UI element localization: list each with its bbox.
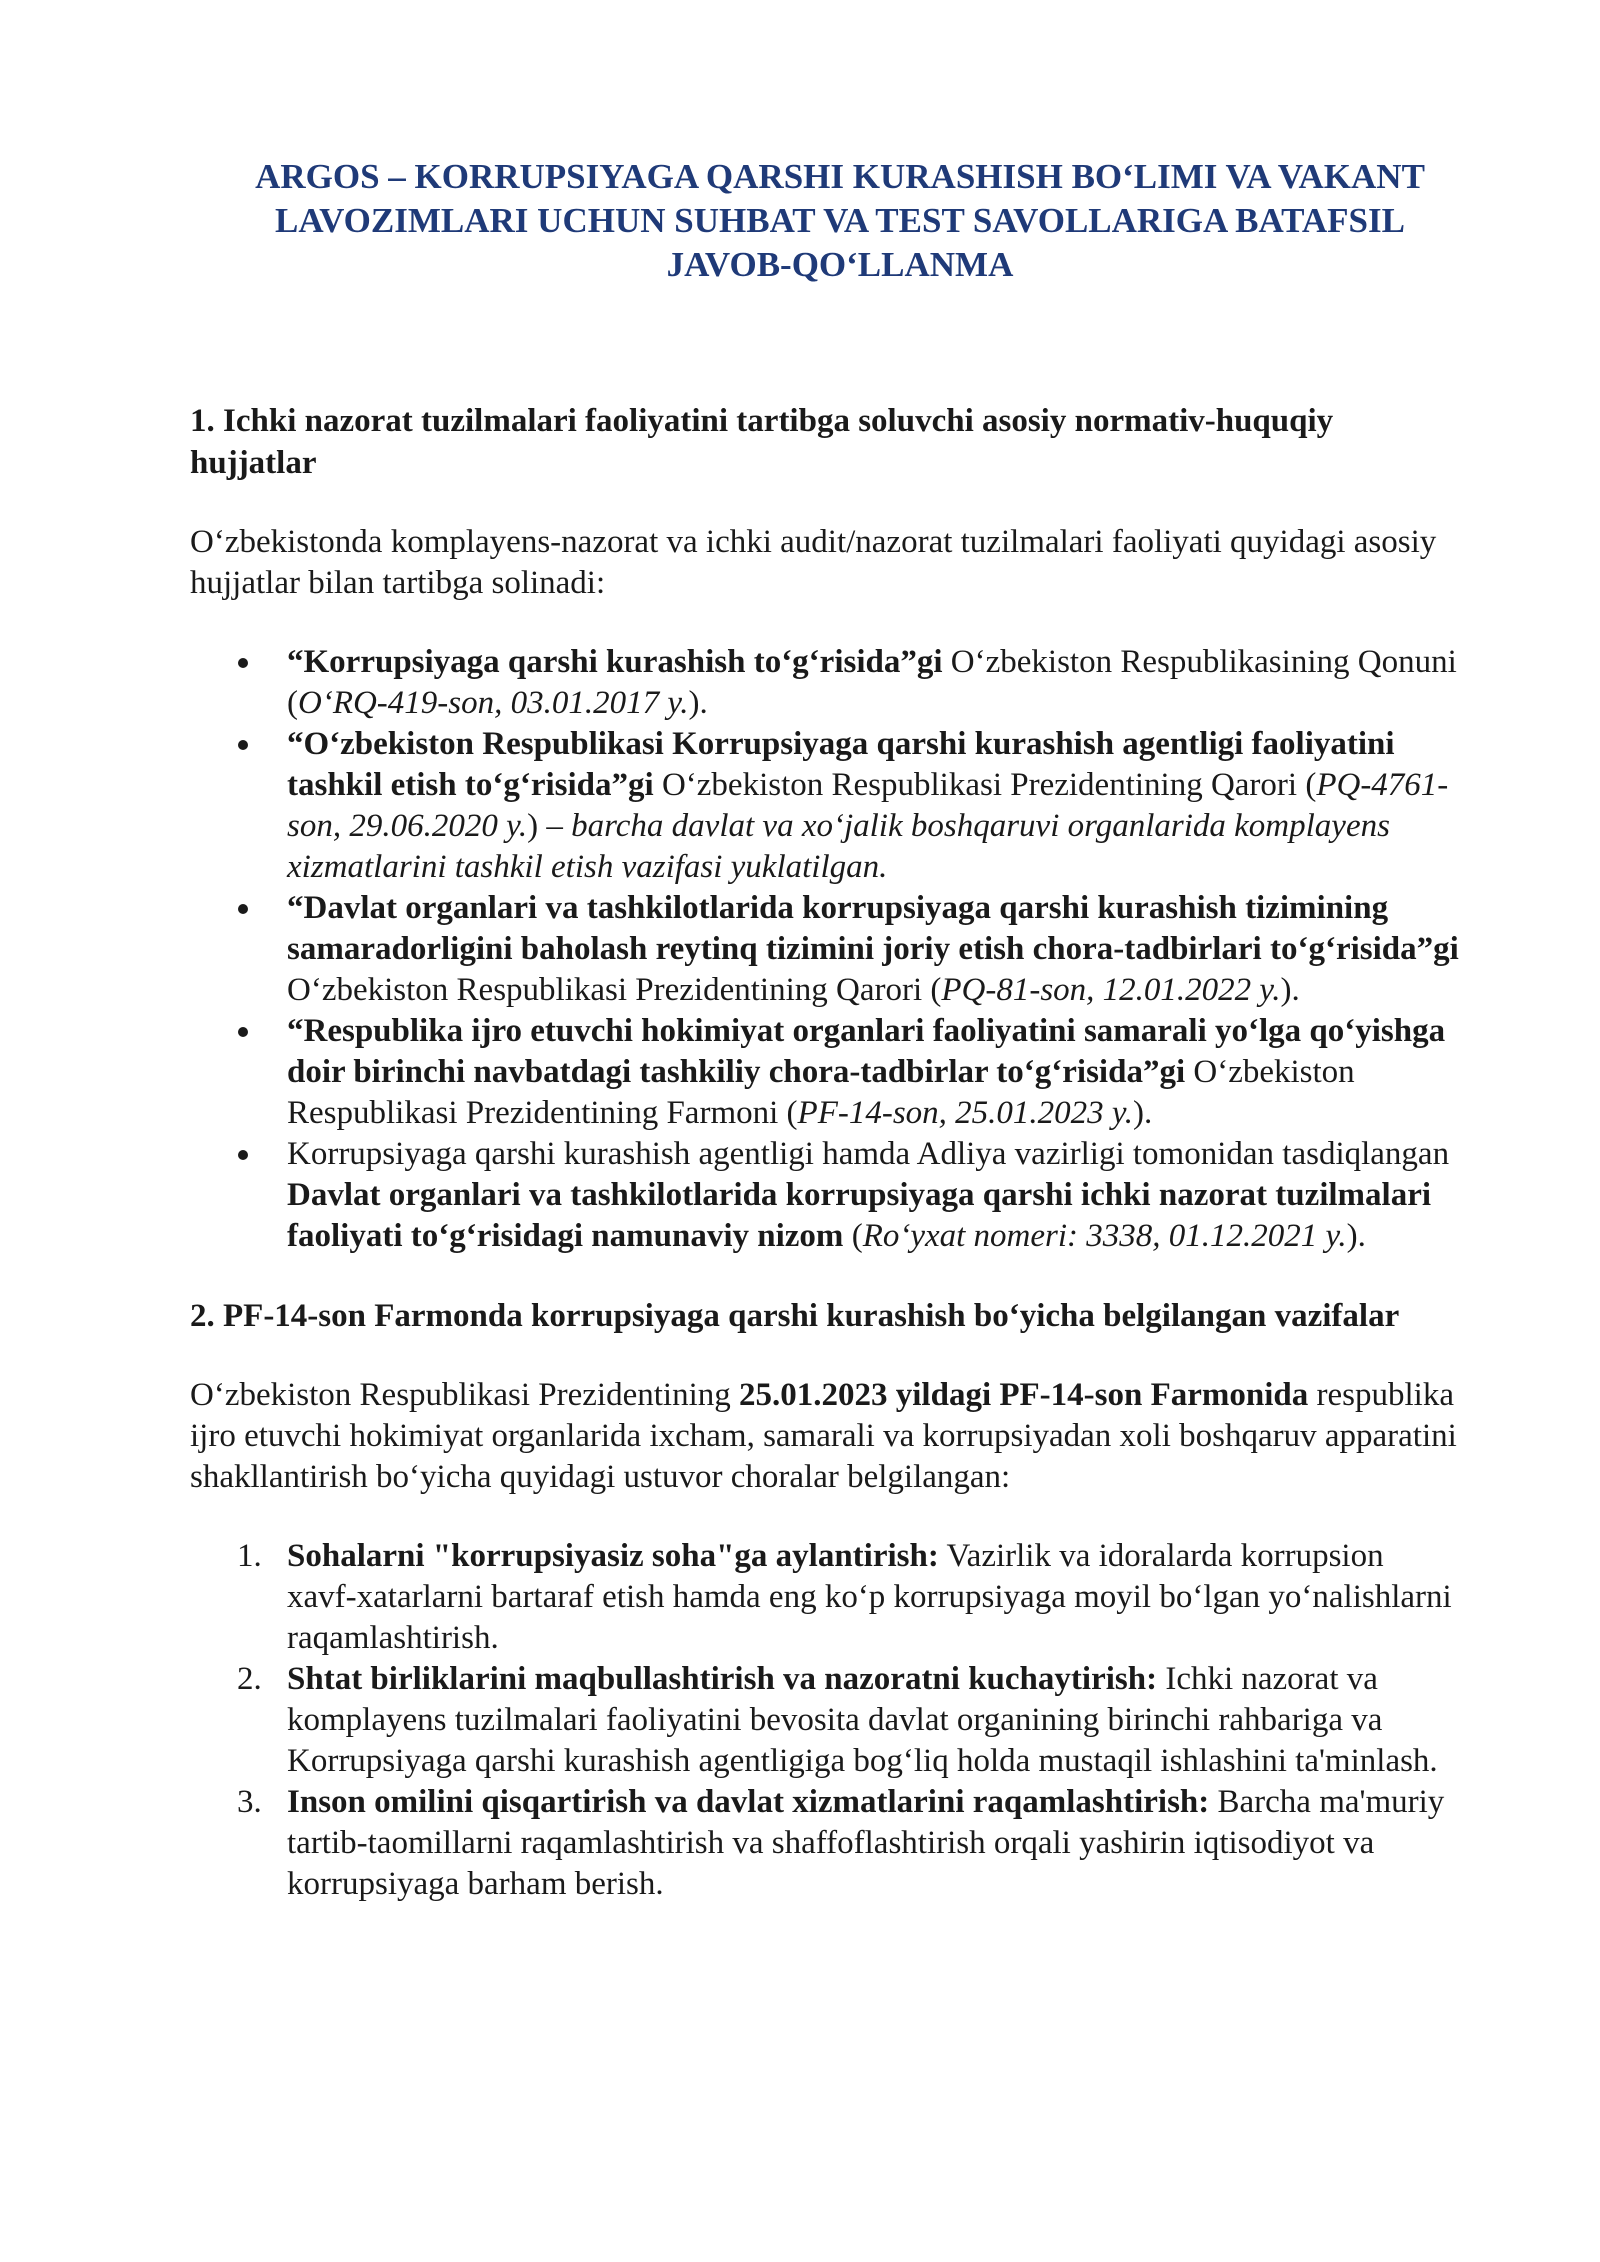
document-note: – barcha davlat va xo‘jalik boshqaruvi organlarida komplayens xizmatlarini tashkil etish vazifasi yuklatilgan.	[287, 808, 1390, 885]
task-description: Vazirlik va idoralarda korrupsion xavf-xatarlarni bartaraf etish hamda eng ko‘p korrupsiyaga moyil bo‘lgan yo‘nalishlarni raqamlashtirish.	[287, 1538, 1452, 1656]
document-name: “Korrupsiyaga qarshi kurashish to‘g‘risida”gi	[287, 644, 943, 680]
section-2-heading: 2. PF-14-son Farmonda korrupsiyaga qarshi kurashish bo‘yicha belgilangan vazifalar	[190, 1298, 1400, 1334]
section-1-bullet-list	[190, 642, 1460, 1257]
section-1-intro: O‘zbekistonda komplayens-nazorat va ichki audit/nazorat tuzilmalari faoliyati quyidagi asosiy hujjatlar bilan tartibga solinadi:	[190, 524, 1437, 601]
document-type: O‘zbekiston Respublikasi Prezidentining Qarori (	[653, 767, 1317, 803]
document-preface: Korrupsiyaga qarshi kurashish agentligi hamda Adliya vazirligi tomonidan tasdiqlangan	[287, 1136, 1450, 1172]
document-type: O‘zbekiston Respublikasining Qonuni (	[287, 644, 1457, 721]
title-line-3: JAVOB-QO‘LLANMA	[666, 245, 1014, 284]
punctuation: ).	[1280, 972, 1300, 1008]
document-title	[190, 155, 1490, 287]
intro-text: O‘zbekiston Respublikasi Prezidentining	[190, 1377, 739, 1413]
section-2-intro	[190, 1375, 1460, 1498]
document-type: O‘zbekiston Respublikasi Prezidentining Farmoni (	[287, 1054, 1355, 1131]
task-title: Sohalarni "korrupsiyasiz soha"ga aylantirish:	[287, 1538, 939, 1574]
list-number: 3.	[237, 1784, 262, 1820]
task-description: Barcha ma'muriy tartib-taomillarni raqamlashtirish va shaffoflashtirish orqali yashirin iqtisodiyot va korrupsiyaga barham berish.	[287, 1784, 1445, 1902]
title-line-1: ARGOS – KORRUPSIYAGA QARSHI KURASHISH BO‘LIMI VA VAKANT	[255, 157, 1425, 196]
document-name: “O‘zbekiston Respublikasi Korrupsiyaga qarshi kurashish agentligi faoliyatini tashkil etish to‘g‘risida”gi	[287, 726, 1395, 803]
document-name: “Respublika ijro etuvchi hokimiyat organlari faoliyatini samarali yo‘lga qo‘yishga doir birinchi navbatdagi tashkiliy chora-tadbirlar to‘g‘risida”gi	[287, 1013, 1446, 1090]
document-name: “Davlat organlari va tashkilotlarida korrupsiyaga qarshi kurashish tizimining samaradorligini baholash reytinq tizimini joriy etish chora-tadbirlari to‘g‘risida”gi	[287, 890, 1459, 967]
punctuation: ).	[688, 685, 708, 721]
bullet-icon	[238, 740, 248, 750]
punctuation: )	[527, 808, 539, 844]
task-title: Shtat birliklarini maqbullashtirish va nazoratni kuchaytirish:	[287, 1661, 1158, 1697]
list-item	[190, 1536, 1460, 1659]
task-title: Inson omilini qisqartirish va davlat xizmatlarini raqamlashtirish:	[287, 1784, 1210, 1820]
list-item	[190, 1659, 1460, 1782]
list-number: 1.	[237, 1538, 262, 1574]
task-description: Ichki nazorat va komplayens tuzilmalari faoliyatini bevosita davlat organining birinchi rahbariga va Korrupsiyaga qarshi kurashish agentligiga bog‘liq holda mustaqil ishlashini ta'minlash.	[287, 1661, 1438, 1779]
list-item	[190, 1134, 1460, 1257]
intro-decree-reference: 25.01.2023 yildagi PF-14-son Farmonida	[739, 1377, 1309, 1413]
list-item	[190, 888, 1460, 1011]
document-name: Davlat organlari va tashkilotlarida korrupsiyaga qarshi ichki nazorat tuzilmalari faoliyati to‘g‘risidagi namunaviy nizom	[287, 1177, 1432, 1254]
document-body	[190, 400, 1460, 1905]
punctuation: (	[843, 1218, 863, 1254]
list-item	[190, 642, 1460, 724]
document-reference: PQ-4761-son, 29.06.2020 y.	[287, 767, 1449, 844]
punctuation: ).	[1346, 1218, 1366, 1254]
list-item	[190, 724, 1460, 888]
document-reference: Ro‘yxat nomeri: 3338, 01.12.2021 y.	[862, 1218, 1347, 1254]
list-item	[190, 1011, 1460, 1134]
document-reference: O‘RQ-419-son, 03.01.2017 y.	[298, 685, 689, 721]
bullet-icon	[238, 904, 248, 914]
document-type: O‘zbekiston Respublikasi Prezidentining Qarori (	[287, 972, 942, 1008]
title-line-2: LAVOZIMLARI UCHUN SUHBAT VA TEST SAVOLLARIGA BATAFSIL	[275, 201, 1405, 240]
section-1-heading: 1. Ichki nazorat tuzilmalari faoliyatini tartibga soluvchi asosiy normativ-huquqiy hujjatlar	[190, 403, 1334, 481]
section-2-numbered-list	[190, 1536, 1460, 1905]
list-number: 2.	[237, 1661, 262, 1697]
document-reference: PF-14-son, 25.01.2023 y.	[797, 1095, 1133, 1131]
bullet-icon	[238, 1150, 248, 1160]
bullet-icon	[238, 658, 248, 668]
document-reference: PQ-81-son, 12.01.2022 y.	[941, 972, 1281, 1008]
punctuation: ).	[1133, 1095, 1153, 1131]
bullet-icon	[238, 1027, 248, 1037]
list-item	[190, 1782, 1460, 1905]
intro-text: respublika ijro etuvchi hokimiyat organlarida ixcham, samarali va korrupsiyadan xoli boshqaruv apparatini shakllantirish bo‘yicha quyidagi ustuvor choralar belgilangan:	[190, 1377, 1457, 1495]
